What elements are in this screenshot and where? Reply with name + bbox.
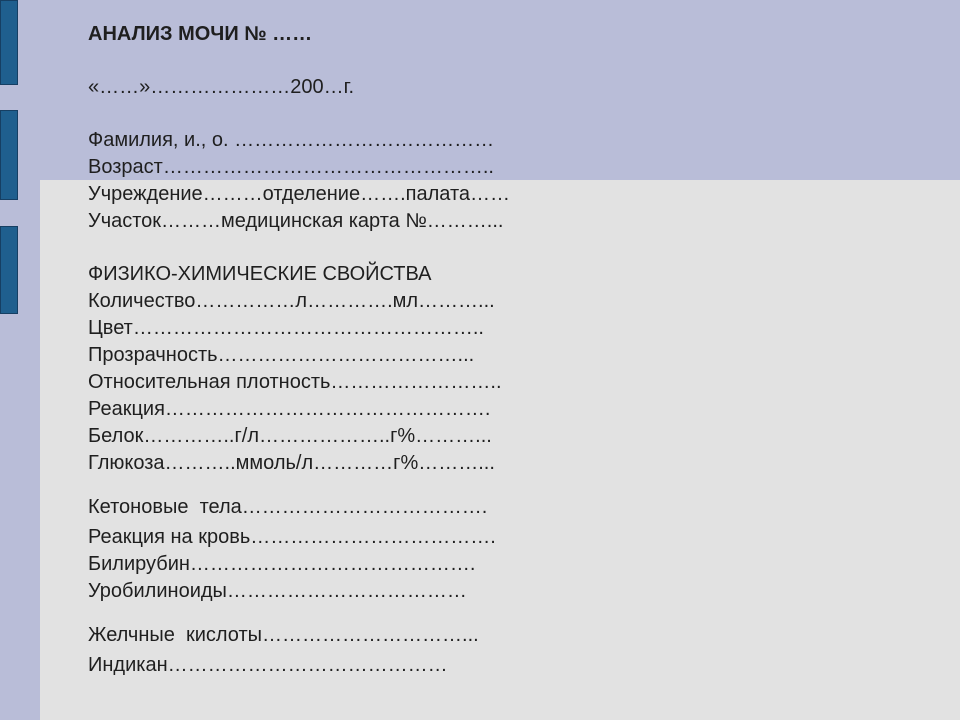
property-line: Желчные кислоты…………………………... <box>88 624 479 646</box>
property-line: Реакция на кровь………………………………. <box>88 526 496 548</box>
property-line: Кетоновые тела………………………………. <box>88 496 488 518</box>
property-line: Количество……………л………….мл………... <box>88 290 495 312</box>
form-title: АНАЛИЗ МОЧИ № …… <box>88 23 313 45</box>
section-title: ФИЗИКО-ХИМИЧЕСКИЕ СВОЙСТВА <box>88 263 432 285</box>
property-line: Глюкоза………..ммоль/л…………г%………... <box>88 452 495 474</box>
date-line: «……»…………………200…г. <box>88 76 355 98</box>
sidebar-decoration-bar <box>0 110 18 200</box>
patient-institution-line: Учреждение………отделение…….палата…… <box>88 183 511 205</box>
sidebar-decoration-bar <box>0 226 18 314</box>
property-line: Прозрачность………………………………... <box>88 344 475 366</box>
property-line: Индикан…………………………………… <box>88 654 448 676</box>
property-line: Белок…………..г/л………………..г%………... <box>88 425 492 447</box>
property-line: Цвет…………………………………………….. <box>88 317 484 339</box>
sidebar-decoration-bar <box>0 0 18 85</box>
property-line: Уробилиноиды……………………………… <box>88 580 467 602</box>
property-line: Относительная плотность…………………….. <box>88 371 502 393</box>
property-line: Реакция…………………………………………. <box>88 398 491 420</box>
patient-district-line: Участок………медицинская карта №………... <box>88 210 504 232</box>
property-line: Билирубин……………………………………. <box>88 553 476 575</box>
patient-name-line: Фамилия, и., о. ………………………………… <box>88 129 495 151</box>
patient-age-line: Возраст………………………………………….. <box>88 156 494 178</box>
